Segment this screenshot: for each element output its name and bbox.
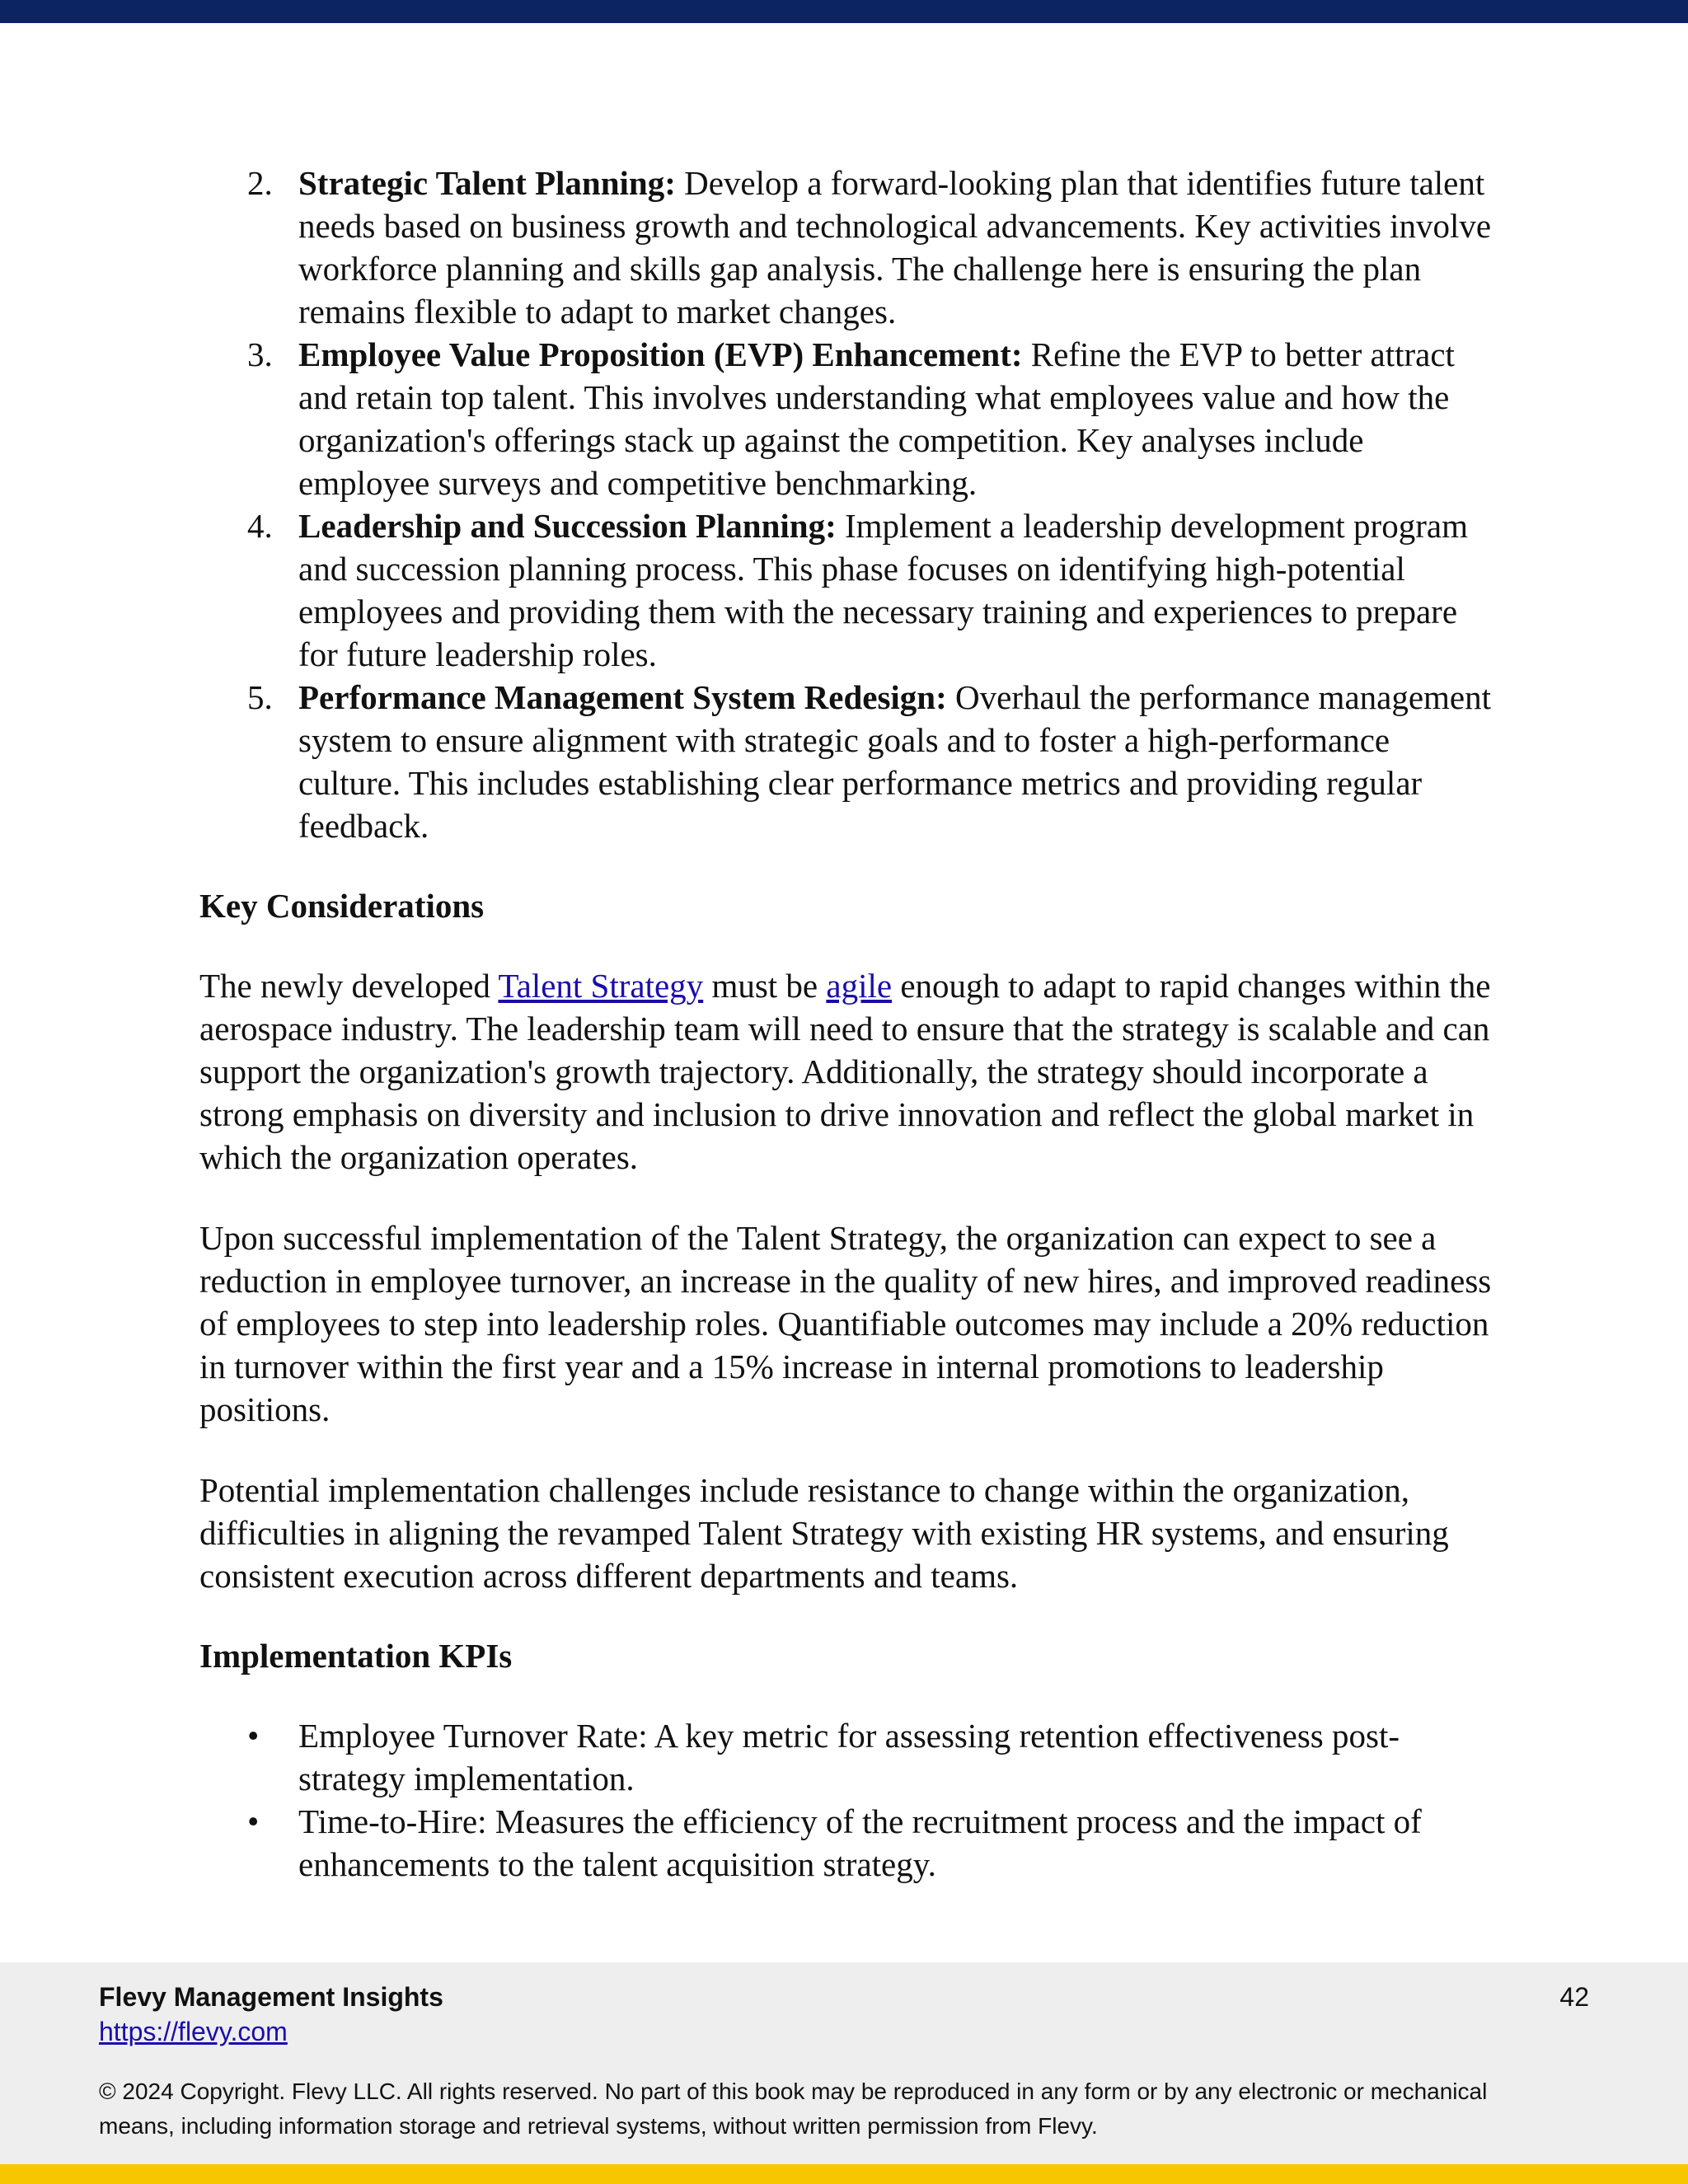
bullet-icon: • (247, 1717, 260, 1755)
talent-strategy-link[interactable]: Talent Strategy (498, 967, 704, 1005)
key-considerations-heading: Key Considerations (199, 887, 485, 925)
list-item-title: Strategic Talent Planning: (298, 164, 676, 202)
agile-link[interactable]: agile (826, 967, 893, 1005)
list-item-text: Employee Turnover Rate: A key metric for assessing retention effectiveness post-strategy implementation. (298, 1717, 1400, 1797)
list-item (199, 333, 1493, 504)
footer-url-link[interactable]: https://flevy.com (99, 2017, 288, 2046)
paragraph: Potential implementation challenges include resistance to change within the organization, difficulties in aligning the revamped Talent Strategy with existing HR systems, and ensuring consistent execution across different departments and teams. (199, 1471, 1449, 1595)
phases-list (199, 162, 1493, 847)
kpi-list (199, 1714, 1493, 1886)
list-item-text: Refine the EVP to better attract and retain top talent. This involves understanding what employees value and how the organization's offerings stack up against the competition. Key analyses include employee surveys and competitive benchmarking. (298, 335, 1455, 502)
list-item-title: Leadership and Succession Planning: (298, 507, 837, 545)
paragraph (199, 964, 1493, 1179)
footer-brand: Flevy Management Insights (99, 1982, 443, 2012)
page-content (199, 162, 1493, 1886)
list-item-text: Implement a leadership development program and succession planning process. This phase focuses on identifying high-potential employees and providing them with the necessary training and experiences to prepare for future leadership roles. (298, 507, 1468, 673)
list-item-text: Overhaul the performance management system to ensure alignment with strategic goals and to foster a high-performance culture. This includes establishing clear performance metrics and providing regular feedback. (298, 678, 1492, 845)
page-footer (0, 1962, 1688, 2164)
list-number: 3. (247, 335, 273, 373)
list-item (199, 504, 1493, 676)
paragraph-text: enough to adapt to rapid changes within the aerospace industry. The leadership team will need to ensure that the strategy is scalable and can support the organization's growth trajectory. Additionally, the strategy should incorporate a strong emphasis on diversity and inclusion to drive innovation and reflect the global market in which the organization operates. (199, 967, 1491, 1176)
list-item (199, 1714, 1493, 1800)
paragraph: Upon successful implementation of the Talent Strategy, the organization can expect to see a reduction in employee turnover, an increase in the quality of new hires, and improved readiness of employees to step into leadership roles. Quantifiable outcomes may include a 20% reduction in turnover within the first year and a 15% increase in internal promotions to leadership positions. (199, 1219, 1492, 1428)
list-item-title: Performance Management System Redesign: (298, 678, 947, 716)
list-number: 2. (247, 164, 273, 202)
list-number: 5. (247, 678, 273, 716)
list-item-title: Employee Value Proposition (EVP) Enhancement: (298, 335, 1023, 373)
list-item (199, 162, 1493, 333)
list-item (199, 1800, 1493, 1886)
bottom-accent-bar (0, 2164, 1688, 2184)
implementation-kpis-heading: Implementation KPIs (199, 1637, 513, 1675)
copyright-notice: © 2024 Copyright. Flevy LLC. All rights reserved. No part of this book may be reproduced in any form or by any electronic or mechanical means, including information storage and retrieval systems, without written permission from Flevy. (99, 2079, 1488, 2139)
top-banner-bar (0, 0, 1688, 23)
list-item (199, 676, 1493, 847)
bullet-icon: • (247, 1802, 260, 1840)
paragraph-text: The newly developed (199, 967, 499, 1005)
page-number: 42 (1559, 1982, 1589, 2012)
paragraph-text: must be (703, 967, 827, 1005)
list-item-text: Time-to-Hire: Measures the efficiency of the recruitment process and the impact of enhancements to the talent acquisition strategy. (298, 1802, 1422, 1883)
list-number: 4. (247, 507, 273, 545)
list-item-text: Develop a forward-looking plan that identifies future talent needs based on business growth and technological advancements. Key activities involve workforce planning and skills gap analysis. The challenge here is ensuring the plan remains flexible to adapt to market changes. (298, 164, 1492, 330)
